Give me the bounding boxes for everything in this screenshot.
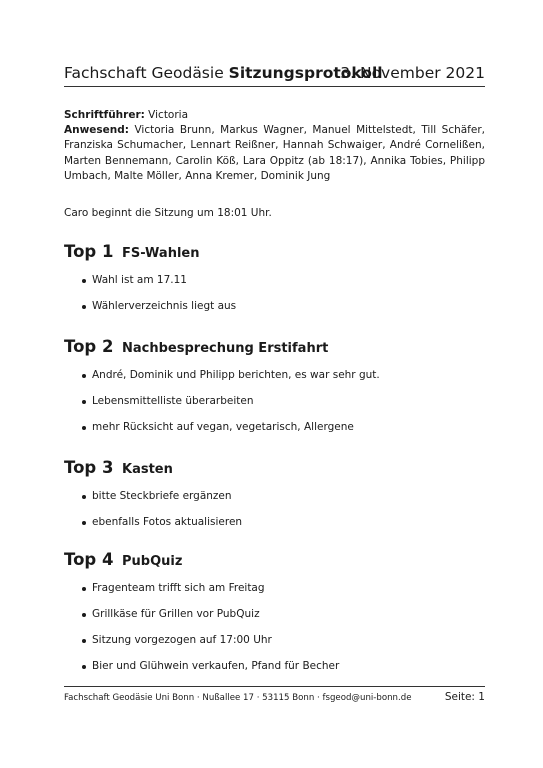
meta-block [64, 108, 485, 184]
agenda-number: Top 3 [64, 458, 114, 477]
agenda-number: Top 1 [64, 242, 114, 261]
header-date: 3. November 2021 [340, 64, 485, 82]
page-number: Seite: 1 [444, 691, 485, 703]
list-item: Wahl ist am 17.11 [64, 273, 485, 288]
header-organization: Fachschaft Geodäsie [64, 64, 224, 82]
agenda-heading [64, 458, 485, 478]
agenda-title: PubQuiz [122, 554, 183, 569]
agenda-heading [64, 337, 485, 357]
writer-line [64, 108, 485, 123]
writer-label: Schriftführer: [64, 109, 145, 121]
page-footer [64, 686, 485, 703]
footer-address: Fachschaft Geodäsie Uni Bonn · Nußallee 17 · 53115 Bonn · fsgeod@uni-bonn.de [64, 693, 412, 703]
opening-line: Caro beginnt die Sitzung um 18:01 Uhr. [64, 207, 272, 219]
agenda-number: Top 4 [64, 550, 114, 569]
list-item: Sitzung vorgezogen auf 17:00 Uhr [64, 633, 485, 648]
writer-name: Victoria [148, 109, 189, 121]
list-item: Bier und Glühwein verkaufen, Pfand für Becher [64, 659, 485, 674]
agenda-bullets [64, 273, 485, 314]
agenda-title: Nachbesprechung Erstifahrt [122, 341, 329, 356]
list-item: mehr Rücksicht auf vegan, vegetarisch, Allergene [64, 420, 485, 435]
agenda-heading [64, 242, 485, 262]
list-item: Lebensmittelliste überarbeiten [64, 394, 485, 409]
attendees-label: Anwesend: [64, 124, 129, 137]
header-doc-type: Sitzungsprotokoll [228, 64, 383, 82]
agenda-item-4 [64, 550, 485, 674]
agenda-title: Kasten [122, 462, 173, 477]
header-title [64, 64, 383, 82]
agenda-item-2 [64, 337, 485, 435]
list-item: Grillkäse für Grillen vor PubQuiz [64, 607, 485, 622]
agenda-bullets [64, 581, 485, 674]
page-header [64, 64, 485, 87]
agenda-heading [64, 550, 485, 570]
agenda-item-3 [64, 458, 485, 530]
agenda-bullets [64, 368, 485, 435]
list-item: ebenfalls Fotos aktualisieren [64, 515, 485, 530]
agenda-bullets [64, 489, 485, 530]
attendees-line [64, 123, 485, 184]
list-item: bitte Steckbriefe ergänzen [64, 489, 485, 504]
agenda-title: FS-Wahlen [122, 246, 200, 261]
agenda-item-1 [64, 242, 485, 314]
agenda-number: Top 2 [64, 337, 114, 356]
list-item: Wählerverzeichnis liegt aus [64, 299, 485, 314]
attendees-list: Victoria Brunn, Markus Wagner, Manuel Mittelstedt, Till Schäfer, Franziska Schumacher, Lennart Reißner, Hannah Schwaiger, André Cornelißen, Marten Bennemann, Carolin Köß, Lara Oppitz (ab 18:17), Annika Tobies, Philipp Umbach, Malte Möller, Anna Kremer, Dominik Jung [64, 124, 485, 182]
list-item: Fragenteam trifft sich am Freitag [64, 581, 485, 596]
list-item: André, Dominik und Philipp berichten, es war sehr gut. [64, 368, 485, 383]
